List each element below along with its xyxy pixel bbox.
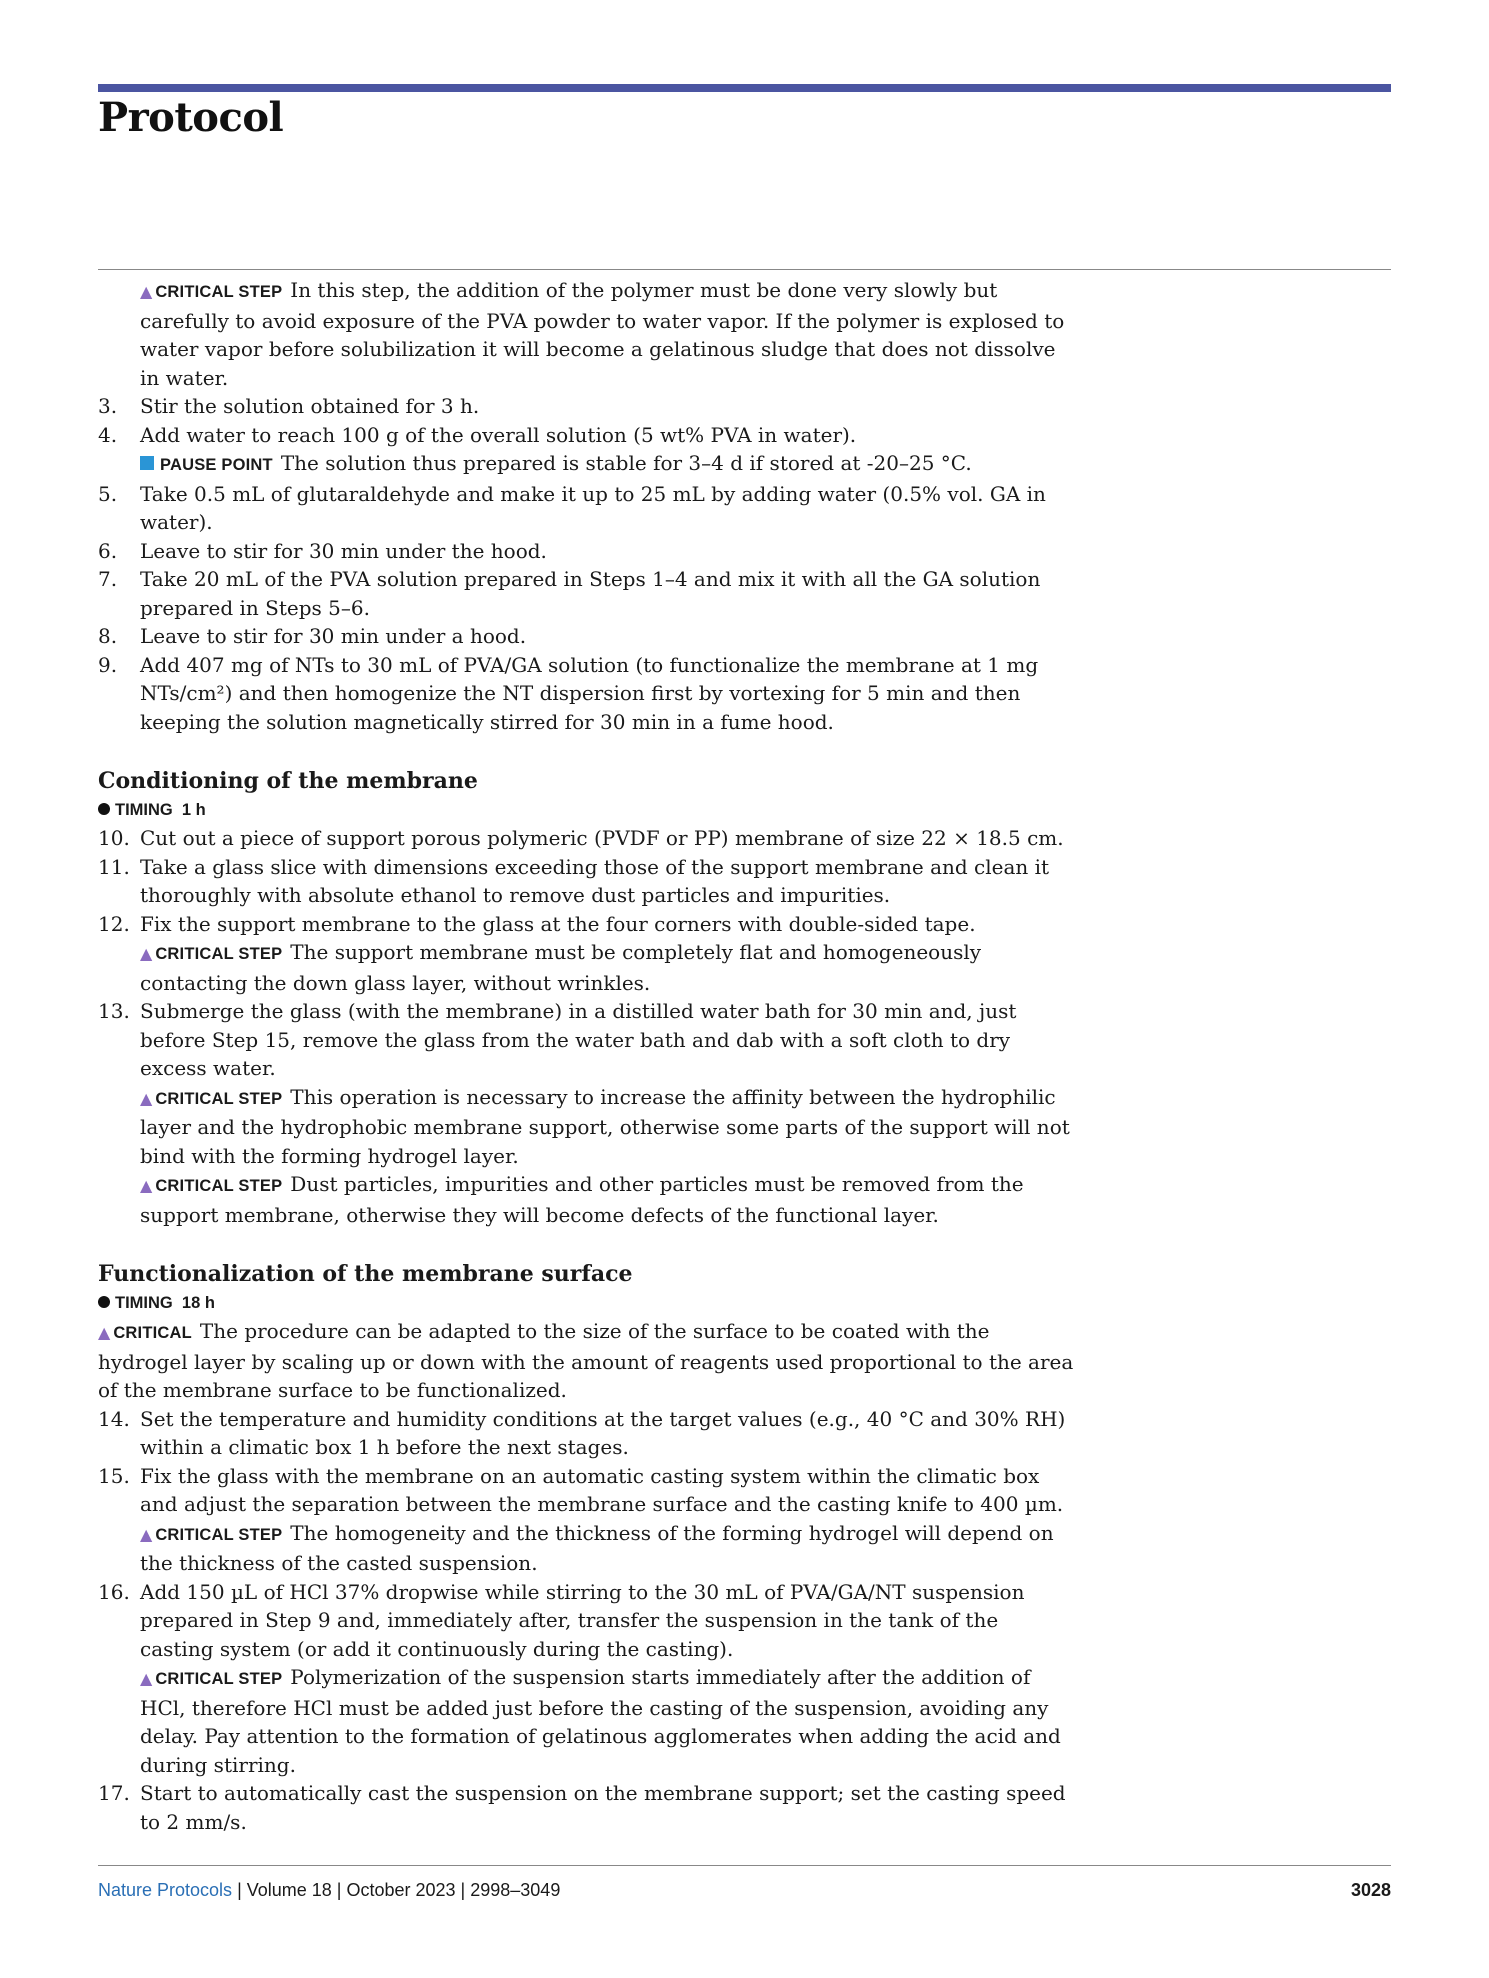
step-item xyxy=(98,421,1078,450)
step-text: Add 407 mg of NTs to 30 mL of PVA/GA solution (to functionalize the membrane at 1 mg NTs/cm²) and then homogenize the NT dispersion first by vortexing for 5 min and then keeping the solution magnetically stirred for 30 min in a fume hood. xyxy=(140,652,1039,734)
step-text: Stir the solution obtained for 3 h. xyxy=(140,394,480,418)
header-divider xyxy=(98,269,1391,270)
step-number: 11. xyxy=(98,854,130,879)
critical-note xyxy=(98,1317,1078,1405)
critical-step-label: CRITICAL STEP xyxy=(155,1089,283,1108)
step-number: 14. xyxy=(98,1406,130,1431)
journal-link[interactable]: Nature Protocols xyxy=(98,1880,233,1900)
step-number: 13. xyxy=(98,999,130,1023)
footer-citation xyxy=(98,1880,560,1901)
critical-step-note xyxy=(98,1170,1078,1229)
critical-step-note xyxy=(98,1519,1078,1578)
note-text: In this step, the addition of the polymer must be done very slowly but carefully to avoid exposure of the PVA powder to water vapor. If the polymer is explosed to water vapor before solubilization it will become a gelatinous sludge that does not dissolve in water. xyxy=(140,278,1065,390)
step-text: Add water to reach 100 g of the overall solution (5 wt% PVA in water). xyxy=(140,422,857,447)
critical-step-label: CRITICAL STEP xyxy=(155,283,283,301)
step-number: 8. xyxy=(98,624,118,648)
step-number: 9. xyxy=(98,652,118,677)
step-item xyxy=(98,1578,1078,1664)
step-item xyxy=(98,537,1078,566)
step-item xyxy=(98,392,1078,421)
critical-step-label: CRITICAL STEP xyxy=(155,1670,283,1688)
triangle-icon: ▲ xyxy=(140,1669,153,1688)
section-heading: Functionalization of the membrane surface xyxy=(98,1261,633,1287)
page-number: 3028 xyxy=(1350,1880,1391,1900)
step-text: Take a glass slice with dimensions exceeding those of the support membrane and clean it thoroughly with absolute ethanol to remove dust particles and impurities. xyxy=(140,854,1050,907)
note-text: The procedure can be adapted to the size of the surface to be coated with the hydrogel layer by scaling up or down with the amount of reagents used proportional to the area of the membrane surface to be functionalized. xyxy=(98,1319,1074,1402)
critical-step-note xyxy=(98,276,1078,392)
step-text: Take 0.5 mL of glutaraldehyde and make it up to 25 mL by adding water (0.5% vol. GA in water). xyxy=(140,481,1046,534)
section-heading: Conditioning of the membrane xyxy=(98,768,478,794)
timing-label: TIMING xyxy=(115,801,173,819)
step-item xyxy=(98,1779,1078,1836)
step-number: 7. xyxy=(98,567,118,591)
critical-step-note xyxy=(98,1663,1078,1779)
triangle-icon: ▲ xyxy=(140,1176,153,1195)
timing-line xyxy=(98,1289,1078,1317)
step-item xyxy=(98,651,1078,737)
square-icon xyxy=(140,456,154,470)
triangle-icon: ▲ xyxy=(140,282,153,301)
step-number: 17. xyxy=(98,1781,130,1805)
page-title: Protocol xyxy=(98,94,284,141)
step-number: 12. xyxy=(98,911,130,936)
step-text: Fix the support membrane to the glass at the four corners with double-sided tape. xyxy=(140,911,976,936)
triangle-icon: ▲ xyxy=(140,1524,153,1544)
critical-step-note xyxy=(98,938,1078,997)
step-number: 5. xyxy=(98,481,118,506)
step-number: 3. xyxy=(98,394,118,418)
bullet-icon xyxy=(98,1296,110,1308)
step-text: Take 20 mL of the PVA solution prepared in Steps 1–4 and mix it with all the GA solution prepared in Steps 5–6. xyxy=(140,567,1041,620)
pause-point-note xyxy=(98,449,1078,480)
critical-step-label: CRITICAL STEP xyxy=(155,1177,283,1195)
step-number: 15. xyxy=(98,1463,130,1488)
step-number: 4. xyxy=(98,422,118,447)
pause-point-label: PAUSE POINT xyxy=(160,456,273,474)
step-number: 16. xyxy=(98,1579,130,1604)
step-item xyxy=(98,997,1078,1083)
step-item xyxy=(98,565,1078,622)
step-text: Leave to stir for 30 min under a hood. xyxy=(140,624,527,648)
triangle-icon: ▲ xyxy=(140,1088,153,1108)
step-text: Add 150 µL of HCl 37% dropwise while stirring to the 30 mL of PVA/GA/NT suspension prepared in Step 9 and, immediately after, transfer the suspension in the tank of the casting system (or add it continuously during the casting). xyxy=(140,1579,1025,1661)
timing-label: TIMING xyxy=(115,1294,173,1312)
critical-step-label: CRITICAL STEP xyxy=(155,1525,283,1544)
timing-value: 1 h xyxy=(181,801,206,819)
note-text: Polymerization of the suspension starts immediately after the addition of HCl, therefore HCl must be added just before the casting of the suspension, avoiding any delay. Pay attention to the formation of gelatinous agglomerates when adding the acid and during stirring. xyxy=(140,1665,1061,1777)
critical-label: CRITICAL xyxy=(113,1324,192,1342)
step-item xyxy=(98,622,1078,651)
header-accent-bar xyxy=(98,84,1391,92)
step-number: 10. xyxy=(98,826,130,850)
footer-divider xyxy=(98,1865,1391,1866)
citation-details: | Volume 18 | October 2023 | 2998–3049 xyxy=(232,1880,561,1900)
step-text: Leave to stir for 30 min under the hood. xyxy=(140,538,547,563)
protocol-body xyxy=(98,276,1078,1836)
step-text: Fix the glass with the membrane on an automatic casting system within the climatic box and adjust the separation between the membrane surface and the casting knife to 400 µm. xyxy=(140,1463,1064,1516)
step-text: Cut out a piece of support porous polymeric (PVDF or PP) membrane of size 22 × 18.5 cm. xyxy=(140,826,1064,850)
critical-step-note xyxy=(98,1083,1078,1171)
step-item xyxy=(98,1405,1078,1462)
step-item xyxy=(98,910,1078,939)
step-item xyxy=(98,480,1078,537)
note-text: This operation is necessary to increase the affinity between the hydrophilic layer and the hydrophobic membrane support, otherwise some parts of the support will not bind with the forming hydrogel layer. xyxy=(140,1084,1070,1168)
note-text: The solution thus prepared is stable for 3–4 d if stored at -20–25 °C. xyxy=(280,451,972,475)
timing-value: 18 h xyxy=(181,1294,215,1312)
step-number: 6. xyxy=(98,538,118,563)
triangle-icon: ▲ xyxy=(140,944,153,963)
step-item xyxy=(98,1462,1078,1519)
note-text: The support membrane must be completely flat and homogeneously contacting the down glass layer, without wrinkles. xyxy=(140,940,982,995)
note-text: The homogeneity and the thickness of the forming hydrogel will depend on the thickness of the casted suspension. xyxy=(140,1520,1054,1575)
note-text: Dust particles, impurities and other particles must be removed from the support membrane, otherwise they will become defects of the functional layer. xyxy=(140,1172,1024,1227)
step-text: Submerge the glass (with the membrane) in a distilled water bath for 30 min and, just before Step 15, remove the glass from the water bath and dab with a soft cloth to dry excess water. xyxy=(140,999,1017,1080)
critical-step-label: CRITICAL STEP xyxy=(155,945,283,963)
bullet-icon xyxy=(98,803,110,815)
step-item xyxy=(98,824,1078,853)
timing-line xyxy=(98,796,1078,824)
step-text: Set the temperature and humidity conditions at the target values (e.g., 40 °C and 30% RH) within a climatic box 1 h before the next stages. xyxy=(140,1406,1066,1459)
step-item xyxy=(98,853,1078,910)
triangle-icon: ▲ xyxy=(98,1323,111,1342)
step-text: Start to automatically cast the suspension on the membrane support; set the casting speed to 2 mm/s. xyxy=(140,1781,1066,1834)
